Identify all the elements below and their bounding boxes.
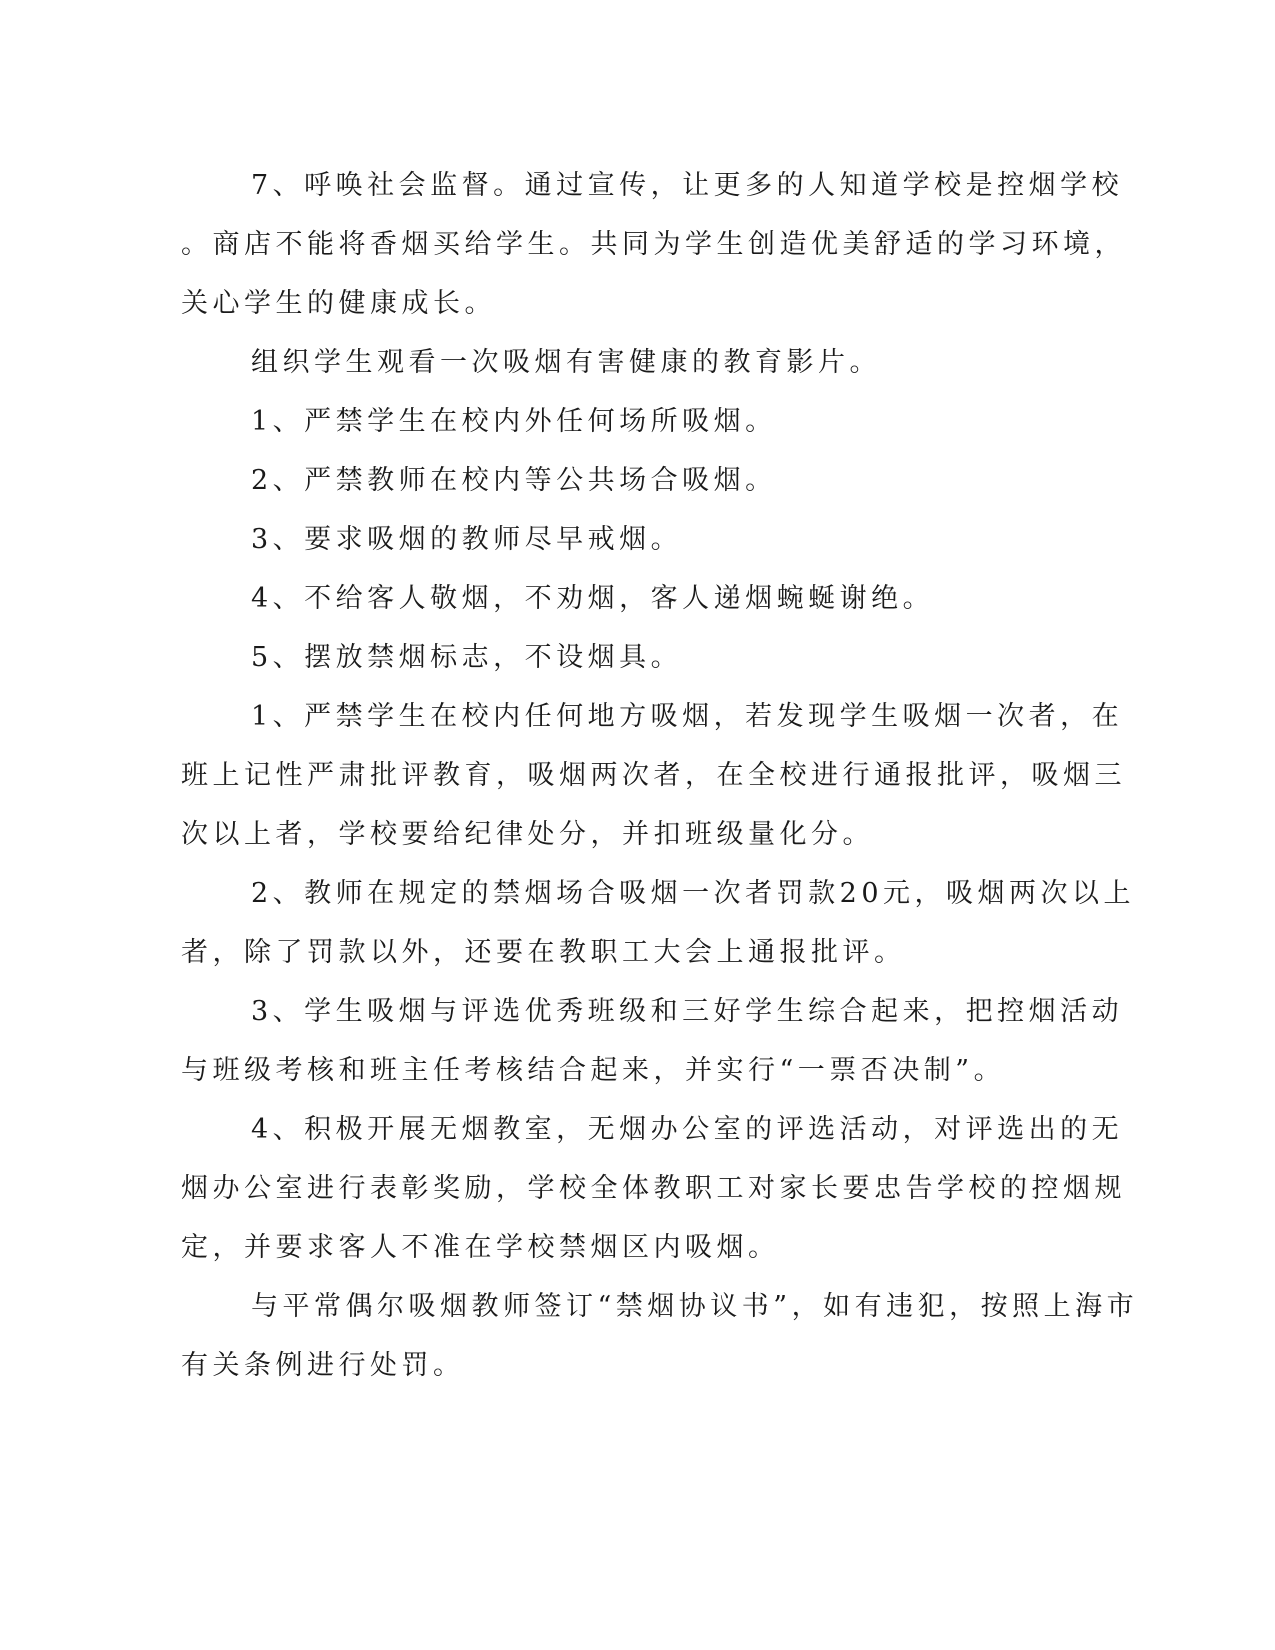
paragraph-rule-2 [181, 451, 1041, 510]
text-line: 与平常偶尔吸烟教师签订“禁烟协议书”，如有违犯，按照上海市 [251, 1291, 1139, 1322]
text-line: 关心学生的健康成长。 [181, 288, 496, 319]
paragraph-penalty-3 [181, 982, 1124, 1100]
text-line: 2、教师在规定的禁烟场合吸烟一次者罚款20元，吸烟两次以上 [251, 878, 1136, 909]
paragraph-rule-4 [181, 569, 1041, 628]
paragraph-penalty-2 [181, 864, 1136, 982]
text-line: 定，并要求客人不准在学校禁烟区内吸烟。 [181, 1232, 780, 1263]
text-line: 4、积极开展无烟教室，无烟办公室的评选活动，对评选出的无 [251, 1114, 1124, 1145]
text-line: 2、严禁教师在校内等公共场合吸烟。 [251, 465, 777, 496]
paragraph-penalty-1 [181, 687, 1126, 864]
text-line: 组织学生观看一次吸烟有害健康的教育影片。 [251, 347, 881, 378]
paragraph-rule-3 [181, 510, 1041, 569]
text-line: 次以上者，学校要给纪律处分，并扣班级量化分。 [181, 819, 874, 850]
text-line: 有关条例进行处罚。 [181, 1350, 465, 1381]
paragraph-education-film [181, 333, 1041, 392]
text-line: 烟办公室进行表彰奖励，学校全体教职工对家长要忠告学校的控烟规 [181, 1173, 1126, 1204]
text-line: 者，除了罚款以外，还要在教职工大会上通报批评。 [181, 937, 906, 968]
text-line: 3、要求吸烟的教师尽早戒烟。 [251, 524, 683, 555]
document-body [181, 156, 1139, 1395]
text-line: 1、严禁学生在校内任何地方吸烟，若发现学生吸烟一次者，在 [251, 701, 1124, 732]
paragraph-rule-1 [181, 392, 1041, 451]
paragraph-agreement [181, 1277, 1139, 1395]
text-line: 。商店不能将香烟买给学生。共同为学生创造优美舒适的学习环境， [181, 229, 1126, 260]
paragraph-public-supervision [181, 156, 1126, 333]
text-line: 1、严禁学生在校内外任何场所吸烟。 [251, 406, 777, 437]
text-line: 7、呼唤社会监督。通过宣传，让更多的人知道学校是控烟学校 [251, 170, 1124, 201]
text-line: 与班级考核和班主任考核结合起来，并实行“一票否决制”。 [181, 1055, 1006, 1086]
text-line: 5、摆放禁烟标志，不设烟具。 [251, 642, 683, 673]
text-line: 4、不给客人敬烟，不劝烟，客人递烟蜿蜒谢绝。 [251, 583, 935, 614]
paragraph-rule-5 [181, 628, 1041, 687]
text-line: 班上记性严肃批评教育，吸烟两次者，在全校进行通报批评，吸烟三 [181, 760, 1126, 791]
text-line: 3、学生吸烟与评选优秀班级和三好学生综合起来，把控烟活动 [251, 996, 1124, 1027]
paragraph-penalty-4 [181, 1100, 1126, 1277]
